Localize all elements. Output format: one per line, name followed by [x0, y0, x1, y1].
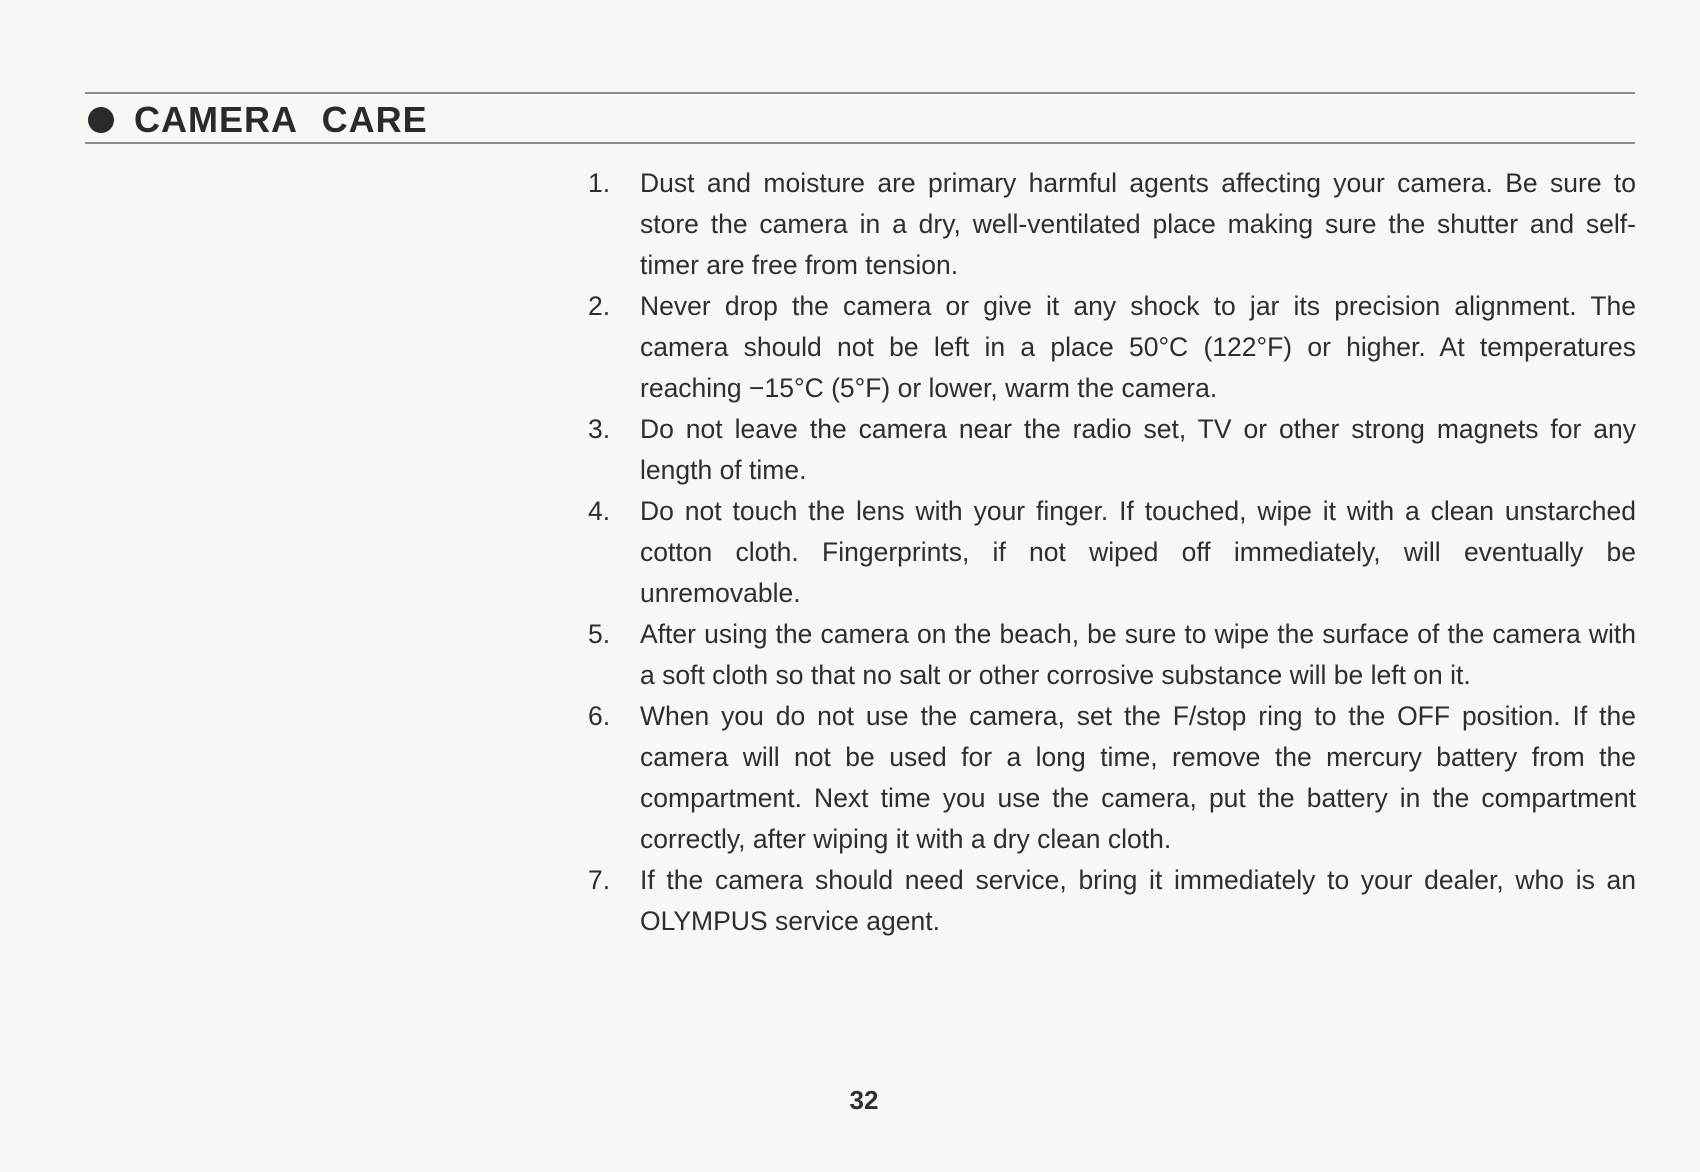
list-item	[588, 696, 1636, 860]
section-heading	[88, 100, 428, 140]
list-item	[588, 860, 1636, 942]
header-rule-top	[85, 92, 1635, 94]
list-item	[588, 163, 1636, 286]
item-text: Never drop the camera or give it any shock to jar its precision alignment. The camera should not be left in a place 50°C (122°F) or higher. At temperatures reaching −15°C (5°F) or lower, warm the camera.	[640, 291, 1636, 403]
item-number: 2.	[588, 291, 611, 321]
item-number: 6.	[588, 701, 611, 731]
item-number: 3.	[588, 414, 611, 444]
item-number: 7.	[588, 865, 611, 895]
item-text: If the camera should need service, bring it immediately to your dealer, who is an OLYMPUS service agent.	[640, 865, 1636, 936]
item-text: Do not touch the lens with your finger. If touched, wipe it with a clean unstarched cotton cloth. Fingerprints, if not wiped off immediately, will eventually be unremovable.	[640, 496, 1636, 608]
item-number: 4.	[588, 496, 611, 526]
list-item	[588, 286, 1636, 409]
item-number: 5.	[588, 619, 611, 649]
item-text: Do not leave the camera near the radio set, TV or other strong magnets for any length of time.	[640, 414, 1636, 485]
care-instructions-list	[588, 163, 1636, 942]
bullet-dot-icon	[88, 107, 114, 133]
list-item	[588, 614, 1636, 696]
list-item	[588, 409, 1636, 491]
item-text: After using the camera on the beach, be sure to wipe the surface of the camera with a soft cloth so that no salt or other corrosive substance will be left on it.	[640, 619, 1636, 690]
section-title: CAMERA CARE	[134, 99, 428, 140]
item-text: Dust and moisture are primary harmful agents affecting your camera. Be sure to store the camera in a dry, well-ventilated place making sure the shutter and self-timer are free from tension.	[640, 168, 1636, 280]
list-item	[588, 491, 1636, 614]
item-text: When you do not use the camera, set the F/stop ring to the OFF position. If the camera will not be used for a long time, remove the mercury battery from the compartment. Next time you use the camera, put the battery in the compartment correctly, after wiping it with a dry clean cloth.	[640, 701, 1636, 854]
page-number: 32	[849, 1085, 879, 1115]
header-rule-bottom	[85, 142, 1635, 144]
item-number: 1.	[588, 168, 611, 198]
